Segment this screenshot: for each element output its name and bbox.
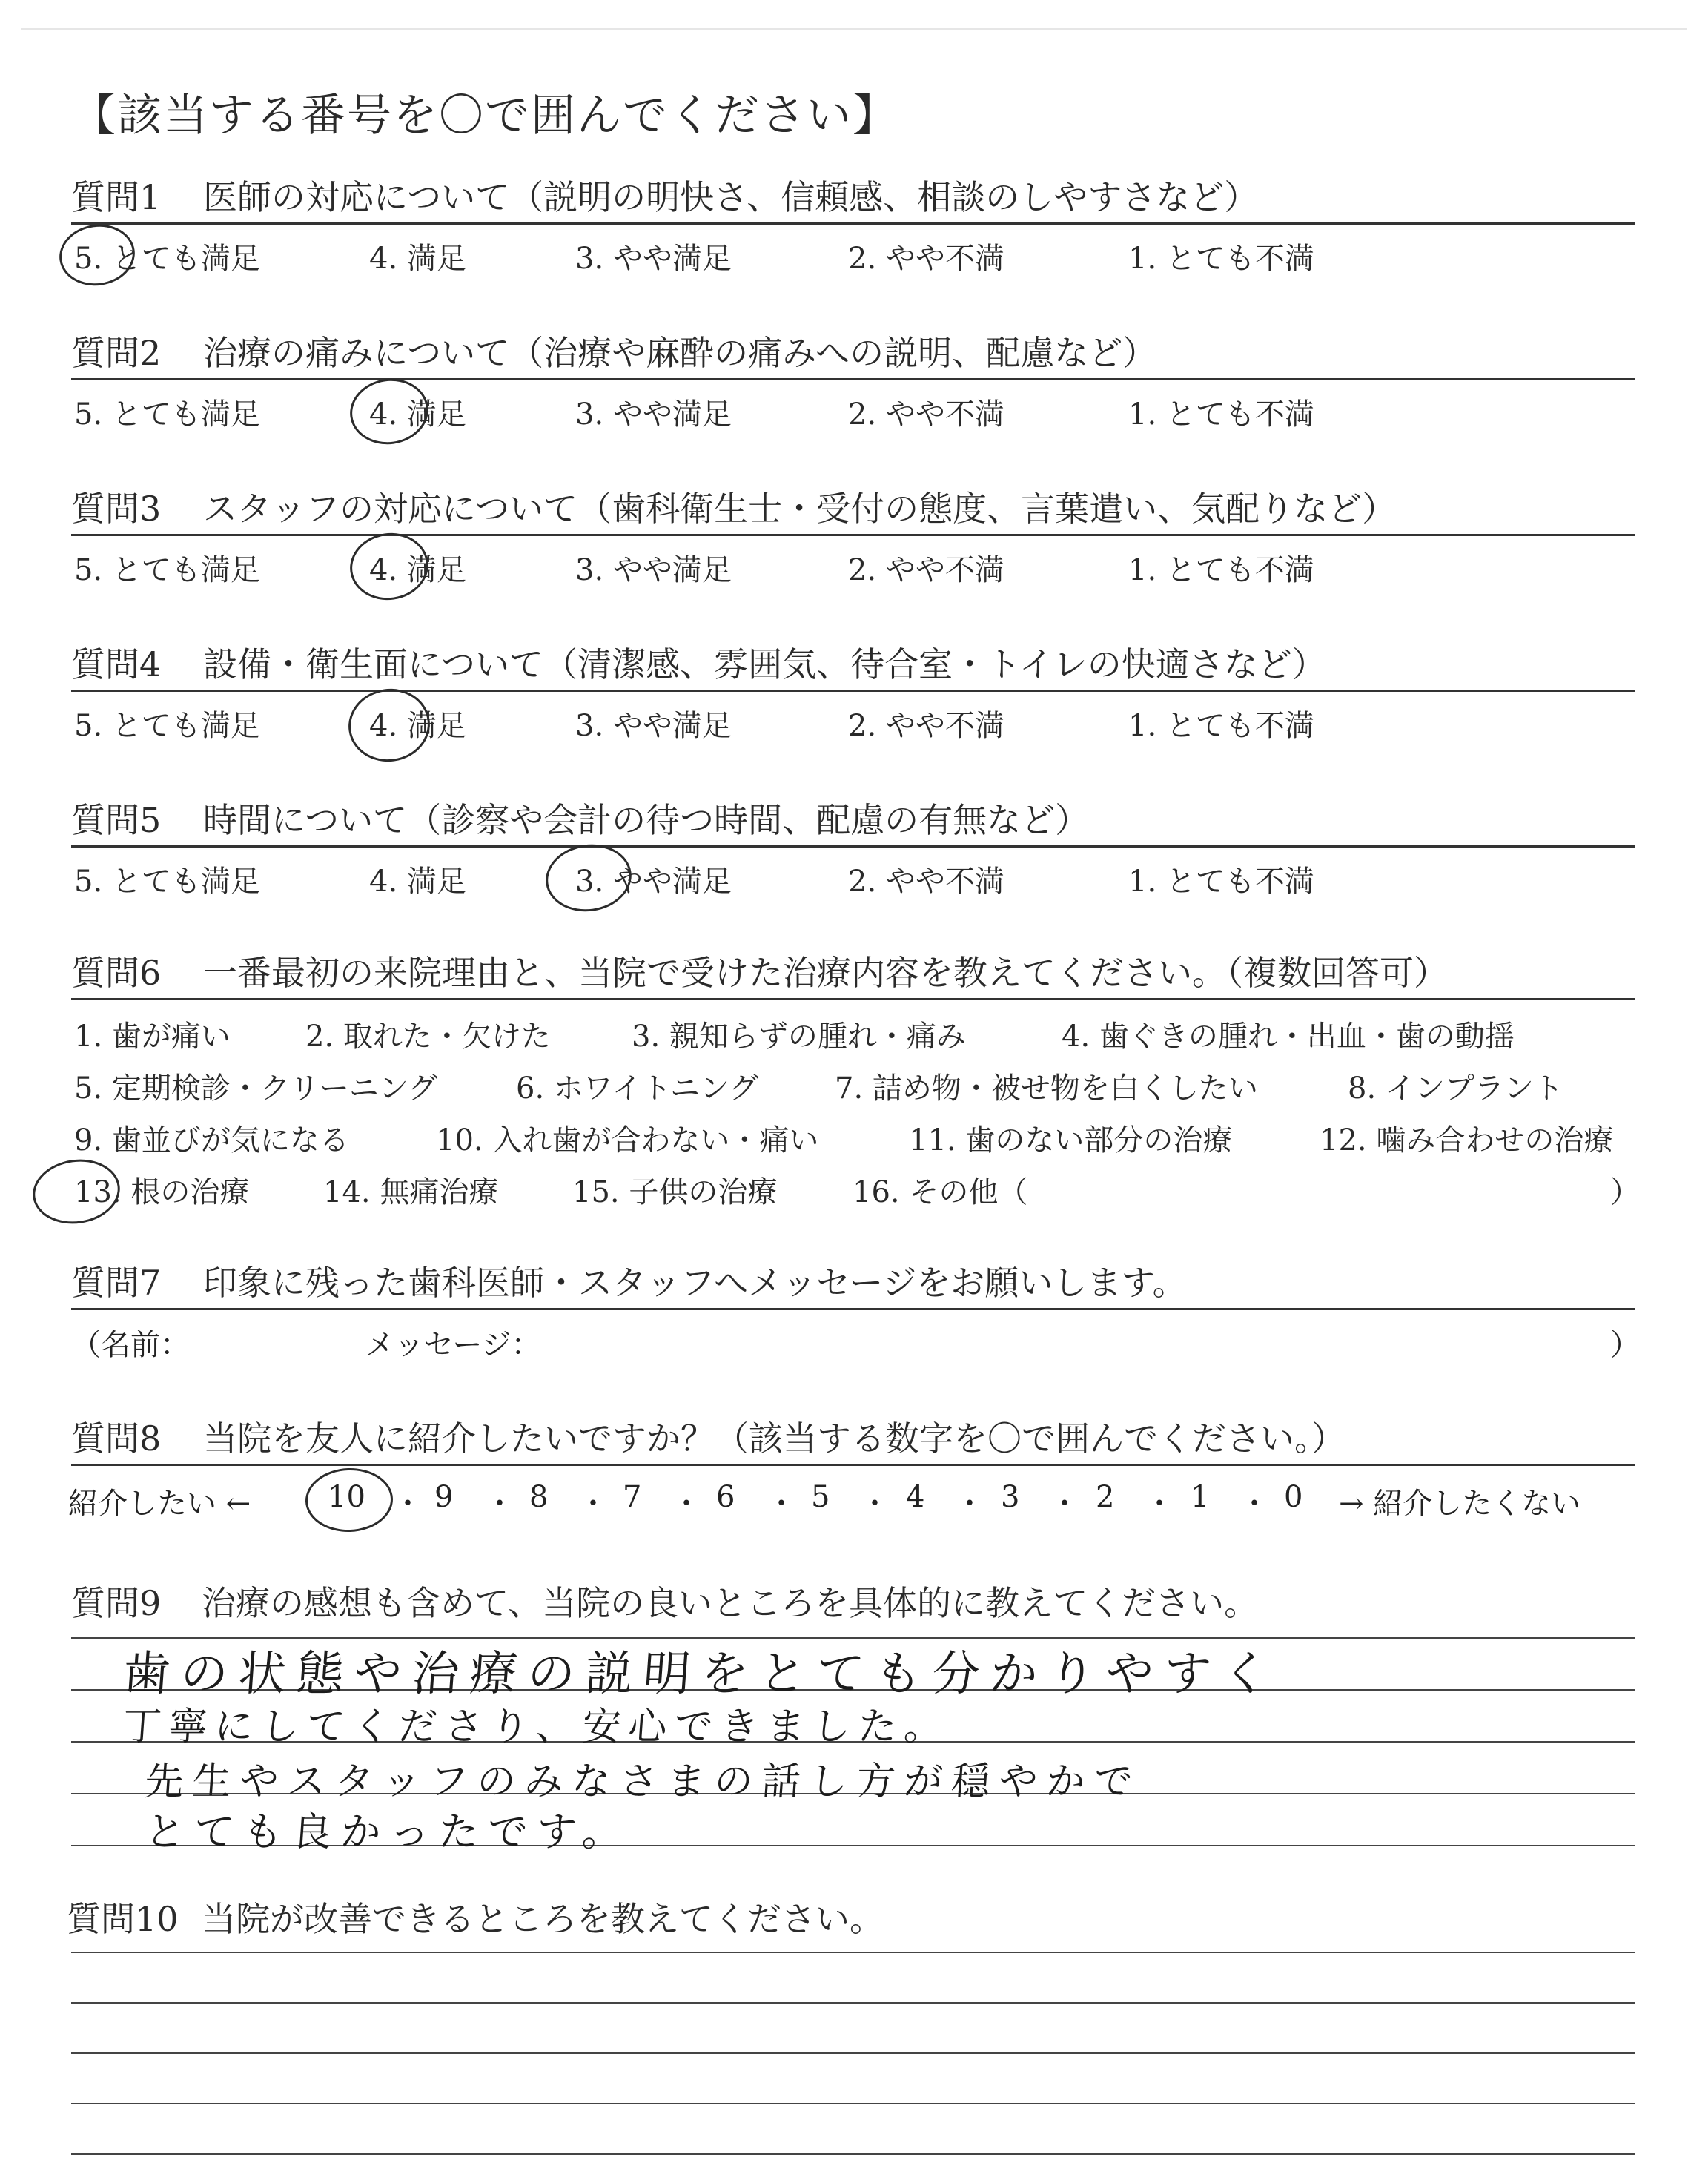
- option-satisfied[interactable]: 4. 満足: [369, 709, 466, 743]
- question-text: スタッフの対応について（歯科衛生士・受付の態度、言葉遣い、気配りなど）: [203, 489, 1397, 529]
- treatment-option[interactable]: 12. 噛み合わせの治療: [1320, 1123, 1614, 1157]
- treatment-option[interactable]: 15. 子供の治療: [572, 1175, 778, 1209]
- option-very-satisfied[interactable]: 5. とても満足: [74, 553, 260, 587]
- top-rule: [21, 28, 1687, 30]
- option-very-satisfied[interactable]: 5. とても満足: [74, 709, 260, 743]
- treatment-option[interactable]: 9. 歯並びが気になる: [74, 1123, 349, 1157]
- scale-value[interactable]: 10: [328, 1480, 365, 1514]
- question-number: 質問6: [71, 953, 162, 993]
- treatment-option[interactable]: 2. 取れた・欠けた: [305, 1020, 551, 1054]
- question-number: 質問1: [71, 177, 162, 217]
- treatment-option[interactable]: 14. 無痛治療: [323, 1175, 499, 1209]
- treatment-option[interactable]: 10. 入れ歯が合わない・痛い: [436, 1123, 819, 1157]
- scale-value[interactable]: 2: [1096, 1480, 1115, 1514]
- handwritten-answer-line: 先生やスタッフのみなさまの話し方が穏やかで: [143, 1760, 1143, 1804]
- option-very-dissatisfied[interactable]: 1. とても不満: [1128, 242, 1314, 276]
- treatment-option[interactable]: 3. 親知らずの腫れ・痛み: [632, 1020, 966, 1054]
- scale-dot: ・: [860, 1487, 890, 1521]
- option-somewhat-dissatisfied[interactable]: 2. やや不満: [848, 553, 1004, 587]
- option-somewhat-satisfied[interactable]: 3. やや満足: [575, 242, 732, 276]
- option-satisfied[interactable]: 4. 満足: [369, 865, 466, 899]
- scale-dot: ・: [1145, 1487, 1174, 1521]
- question-8: [71, 1416, 1635, 1466]
- answer-line: [71, 2002, 1635, 2004]
- option-very-dissatisfied[interactable]: 1. とても不満: [1128, 397, 1314, 432]
- treatment-option[interactable]: 7. 詰め物・被せ物を白くしたい: [835, 1071, 1258, 1106]
- option-somewhat-dissatisfied[interactable]: 2. やや不満: [848, 709, 1004, 743]
- question-text: 印象に残った歯科医師・スタッフへメッセージをお願いします。: [203, 1263, 1187, 1303]
- rating-options: [71, 380, 1635, 434]
- question-text: 治療の感想も含めて、当院の良いところを具体的に教えてください。: [202, 1583, 1259, 1623]
- treatment-option[interactable]: 8. インプラント: [1348, 1071, 1563, 1106]
- page-title: 【該当する番号を〇で囲んでください】: [71, 90, 898, 142]
- option-very-satisfied[interactable]: 5. とても満足: [74, 242, 260, 276]
- question-number: 質問4: [71, 644, 162, 684]
- scale-right-label: → 紹介したくない: [1339, 1487, 1581, 1521]
- other-close-paren: ）: [1610, 1175, 1640, 1209]
- question-text: 治療の痛みについて（治療や麻酔の痛みへの説明、配慮など）: [203, 333, 1157, 373]
- option-very-dissatisfied[interactable]: 1. とても不満: [1128, 865, 1314, 899]
- option-satisfied[interactable]: 4. 満足: [369, 553, 466, 587]
- scale-value[interactable]: 4: [906, 1480, 925, 1514]
- handwritten-answer-line: とても良かったです。: [143, 1809, 633, 1855]
- scale-dot: ・: [1050, 1487, 1079, 1521]
- treatment-option[interactable]: 16. その他（: [853, 1175, 1028, 1209]
- treatment-option[interactable]: 11. 歯のない部分の治療: [909, 1123, 1233, 1157]
- question-3: [71, 486, 1635, 589]
- option-somewhat-satisfied[interactable]: 3. やや満足: [575, 865, 732, 899]
- answer-line: [71, 1952, 1635, 1953]
- answer-line: [71, 2052, 1635, 2054]
- name-label: （名前：: [71, 1328, 190, 1362]
- question-number: 質問9: [71, 1583, 162, 1623]
- question-header: [71, 331, 1635, 380]
- option-satisfied[interactable]: 4. 満足: [369, 242, 466, 276]
- scale-left-label: 紹介したい ←: [68, 1487, 251, 1521]
- question-text: 医師の対応について（説明の明快さ、信頼感、相談のしやすさなど）: [203, 177, 1259, 217]
- question-4: [71, 642, 1635, 745]
- question-number: 質問5: [71, 800, 162, 840]
- treatment-option[interactable]: 6. ホワイトニング: [516, 1071, 759, 1106]
- question-text: 当院を友人に紹介したいですか？（該当する数字を〇で囲んでください。）: [203, 1418, 1345, 1459]
- option-somewhat-satisfied[interactable]: 3. やや満足: [575, 709, 732, 743]
- question-number: 質問2: [71, 333, 162, 373]
- handwritten-answer-line: 丁寧にしてくださり、安心できました。: [121, 1705, 952, 1749]
- option-somewhat-satisfied[interactable]: 3. やや満足: [575, 553, 732, 587]
- treatment-option[interactable]: 1. 歯が痛い: [74, 1020, 231, 1054]
- question-number: 質問7: [71, 1263, 162, 1303]
- question-text: 一番最初の来院理由と、当院で受けた治療内容を教えてください。（複数回答可）: [203, 953, 1448, 993]
- question-header: [71, 1416, 1635, 1466]
- question-2: [71, 331, 1635, 434]
- question-number: 質問3: [71, 489, 162, 529]
- option-very-dissatisfied[interactable]: 1. とても不満: [1128, 709, 1314, 743]
- treatment-option[interactable]: 5. 定期検診・クリーニング: [74, 1071, 438, 1106]
- scale-dot: ・: [767, 1487, 796, 1521]
- scale-dot: ・: [578, 1487, 608, 1521]
- question-text: 設備・衛生面について（清潔感、雰囲気、待合室・トイレの快適さなど）: [203, 644, 1326, 684]
- scale-dot: ・: [485, 1487, 514, 1521]
- option-somewhat-dissatisfied[interactable]: 2. やや不満: [848, 242, 1004, 276]
- question-header: [71, 486, 1635, 536]
- question-7: [71, 1261, 1635, 1310]
- option-somewhat-dissatisfied[interactable]: 2. やや不満: [848, 865, 1004, 899]
- scale-value[interactable]: 9: [434, 1480, 454, 1514]
- message-label: メッセージ：: [365, 1328, 541, 1362]
- answer-line: [71, 2153, 1635, 2155]
- rating-options: [71, 848, 1635, 901]
- question-text: 当院が改善できるところを教えてください。: [202, 1899, 884, 1939]
- message-close-paren: ）: [1610, 1328, 1640, 1362]
- question-header: [71, 951, 1635, 1000]
- scale-value[interactable]: 7: [623, 1480, 642, 1514]
- treatment-option[interactable]: 4. 歯ぐきの腫れ・出血・歯の動揺: [1062, 1020, 1515, 1054]
- scale-value[interactable]: 6: [716, 1480, 735, 1514]
- scale-value[interactable]: 3: [1001, 1480, 1020, 1514]
- scale-dot: ・: [393, 1487, 423, 1521]
- question-text: 時間について（診察や会計の待つ時間、配慮の有無など）: [203, 800, 1090, 840]
- question-number: 質問8: [71, 1418, 162, 1459]
- question-header: [71, 798, 1635, 848]
- question-1: [71, 175, 1635, 278]
- question-header: [71, 1261, 1635, 1310]
- option-satisfied[interactable]: 4. 満足: [369, 397, 466, 432]
- rating-options: [71, 536, 1635, 589]
- option-very-satisfied[interactable]: 5. とても満足: [74, 865, 260, 899]
- question-number: 質問10: [67, 1899, 179, 1939]
- question-header: [71, 175, 1635, 225]
- handwritten-answer-line: 歯の状態や治療の説明をとても分かりやすく: [120, 1647, 1282, 1702]
- treatment-option[interactable]: 13. 根の治療: [74, 1175, 250, 1209]
- answer-line: [71, 2103, 1635, 2104]
- scale-value[interactable]: 0: [1284, 1480, 1303, 1514]
- scale-dot: ・: [955, 1487, 984, 1521]
- option-somewhat-satisfied[interactable]: 3. やや満足: [575, 397, 732, 432]
- scale-dot: ・: [1239, 1487, 1269, 1521]
- option-very-dissatisfied[interactable]: 1. とても不満: [1128, 553, 1314, 587]
- question-5: [71, 798, 1635, 901]
- scale-dot: ・: [672, 1487, 701, 1521]
- question-header: [71, 642, 1635, 692]
- option-somewhat-dissatisfied[interactable]: 2. やや不満: [848, 397, 1004, 432]
- option-very-satisfied[interactable]: 5. とても満足: [74, 397, 260, 432]
- rating-options: [71, 692, 1635, 745]
- scale-value[interactable]: 8: [529, 1480, 549, 1514]
- question-6: [71, 951, 1635, 1000]
- scale-value[interactable]: 1: [1191, 1480, 1210, 1514]
- scale-value[interactable]: 5: [811, 1480, 830, 1514]
- rating-options: [71, 225, 1635, 278]
